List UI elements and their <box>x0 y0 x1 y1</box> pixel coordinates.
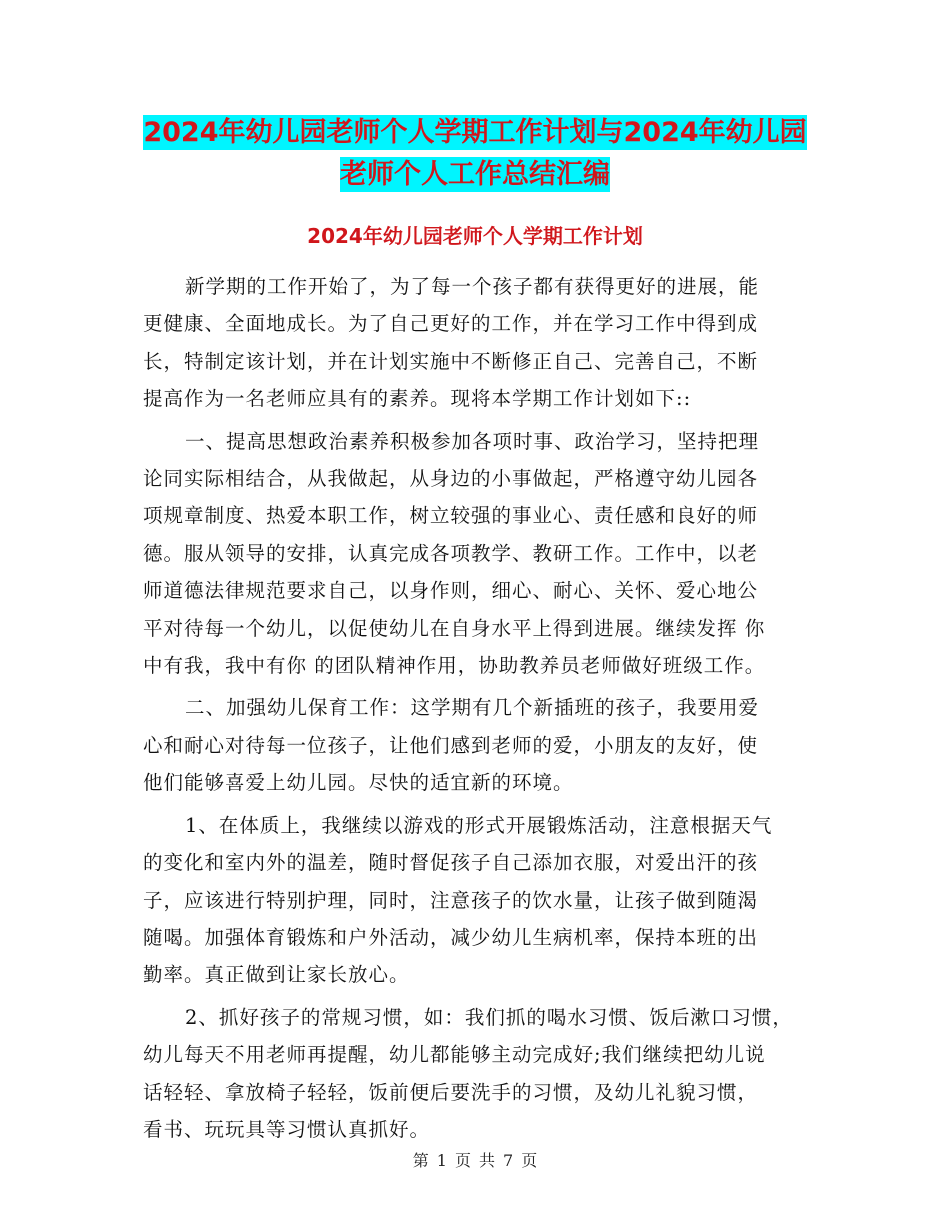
paragraph-line: 幼儿每天不用老师再提醒，幼儿都能够主动完成好;我们继续把幼儿说 <box>143 1043 766 1067</box>
document-title-line-2 <box>0 154 950 196</box>
paragraph-line: 论同实际相结合，从我做起，从身边的小事做起，严格遵守幼儿园各 <box>143 467 759 491</box>
paragraph-line: 随喝。加强体育锻炼和户外活动，减少幼儿生病机率，保持本班的出 <box>143 925 759 949</box>
paragraph-line: 心和耐心对待每一位孩子，让他们感到老师的爱，小朋友的友好，使 <box>143 733 759 757</box>
paragraph-line: 2、抓好孩子的常规习惯，如：我们抓的喝水习惯、饭后漱口习惯， <box>185 1005 793 1029</box>
paragraph-line: 勤率。真正做到让家长放心。 <box>143 963 410 987</box>
footer-page-label: 页 <box>454 1151 471 1170</box>
title-highlight: 2024年幼儿园老师个人学期工作计划与2024年幼儿园 <box>143 117 807 148</box>
paragraph-line: 话轻轻、拿放椅子轻轻，饭前便后要洗手的习惯，及幼儿礼貌习惯， <box>143 1080 759 1104</box>
paragraph-line: 德。服从领导的安排，认真完成各项教学、教研工作。工作中，以老 <box>143 541 759 565</box>
paragraph-line: 更健康、全面地成长。为了自己更好的工作，并在学习工作中得到成 <box>143 312 759 336</box>
paragraph-line: 一、提高思想政治素养积极参加各项时事、政治学习，坚持把理 <box>185 429 760 453</box>
paragraph-line: 他们能够喜爱上幼儿园。尽快的适宜新的环境。 <box>143 771 574 795</box>
paragraph-line: 新学期的工作开始了，为了每一个孩子都有获得更好的进展，能 <box>185 275 760 298</box>
page-footer <box>0 1150 950 1172</box>
paragraph <box>143 999 813 1149</box>
paragraph <box>143 689 813 801</box>
paragraph-line: 的变化和室内外的温差，随时督促孩子自己添加衣服，对爱出汗的孩 <box>143 851 759 875</box>
paragraph-line: 看书、玩玩具等习惯认真抓好。 <box>143 1117 431 1141</box>
paragraph-line: 项规章制度、热爱本职工作，树立较强的事业心、责任感和良好的师 <box>143 504 759 528</box>
section-title: 2024年幼儿园老师个人学期工作计划 <box>307 224 643 248</box>
paragraph-line: 平对待每一个幼儿，以促使幼儿在自身水平上得到进展。继续发挥 你 <box>143 616 766 640</box>
current-page-number: 1 <box>436 1151 447 1170</box>
paragraph <box>143 807 813 994</box>
total-page-number: 7 <box>503 1151 514 1170</box>
paragraph-line: 师道德法律规范要求自己，以身作则，细心、耐心、关怀、爱心地公 <box>143 579 759 603</box>
paragraph-line: 长，特制定该计划，并在计划实施中不断修正自己、完善自己，不断 <box>143 349 759 373</box>
paragraph <box>143 268 813 418</box>
paragraph-line: 提高作为一名老师应具有的素养。现将本学期工作计划如下:: <box>143 387 692 411</box>
document-title <box>0 112 950 196</box>
paragraph-line: 二、加强幼儿保育工作：这学期有几个新插班的孩子，我要用爱 <box>185 696 760 720</box>
paragraph-line: 中有我，我中有你 的团队精神作用，协助教养员老师做好班级工作。 <box>143 654 766 678</box>
paragraph-line: 子，应该进行特别护理，同时，注意孩子的饮水量，让孩子做到随渴 <box>143 888 759 912</box>
paragraph <box>143 423 813 685</box>
document-title-line-1 <box>0 112 950 154</box>
paragraph-line: 1、在体质上，我继续以游戏的形式开展锻炼活动，注意根据天气 <box>185 813 773 837</box>
footer-prefix: 第 <box>412 1151 429 1170</box>
title-highlight: 老师个人工作总结汇编 <box>340 159 610 190</box>
footer-total-label: 共 <box>479 1151 496 1170</box>
footer-suffix: 页 <box>521 1151 538 1170</box>
document-body <box>143 268 813 1153</box>
